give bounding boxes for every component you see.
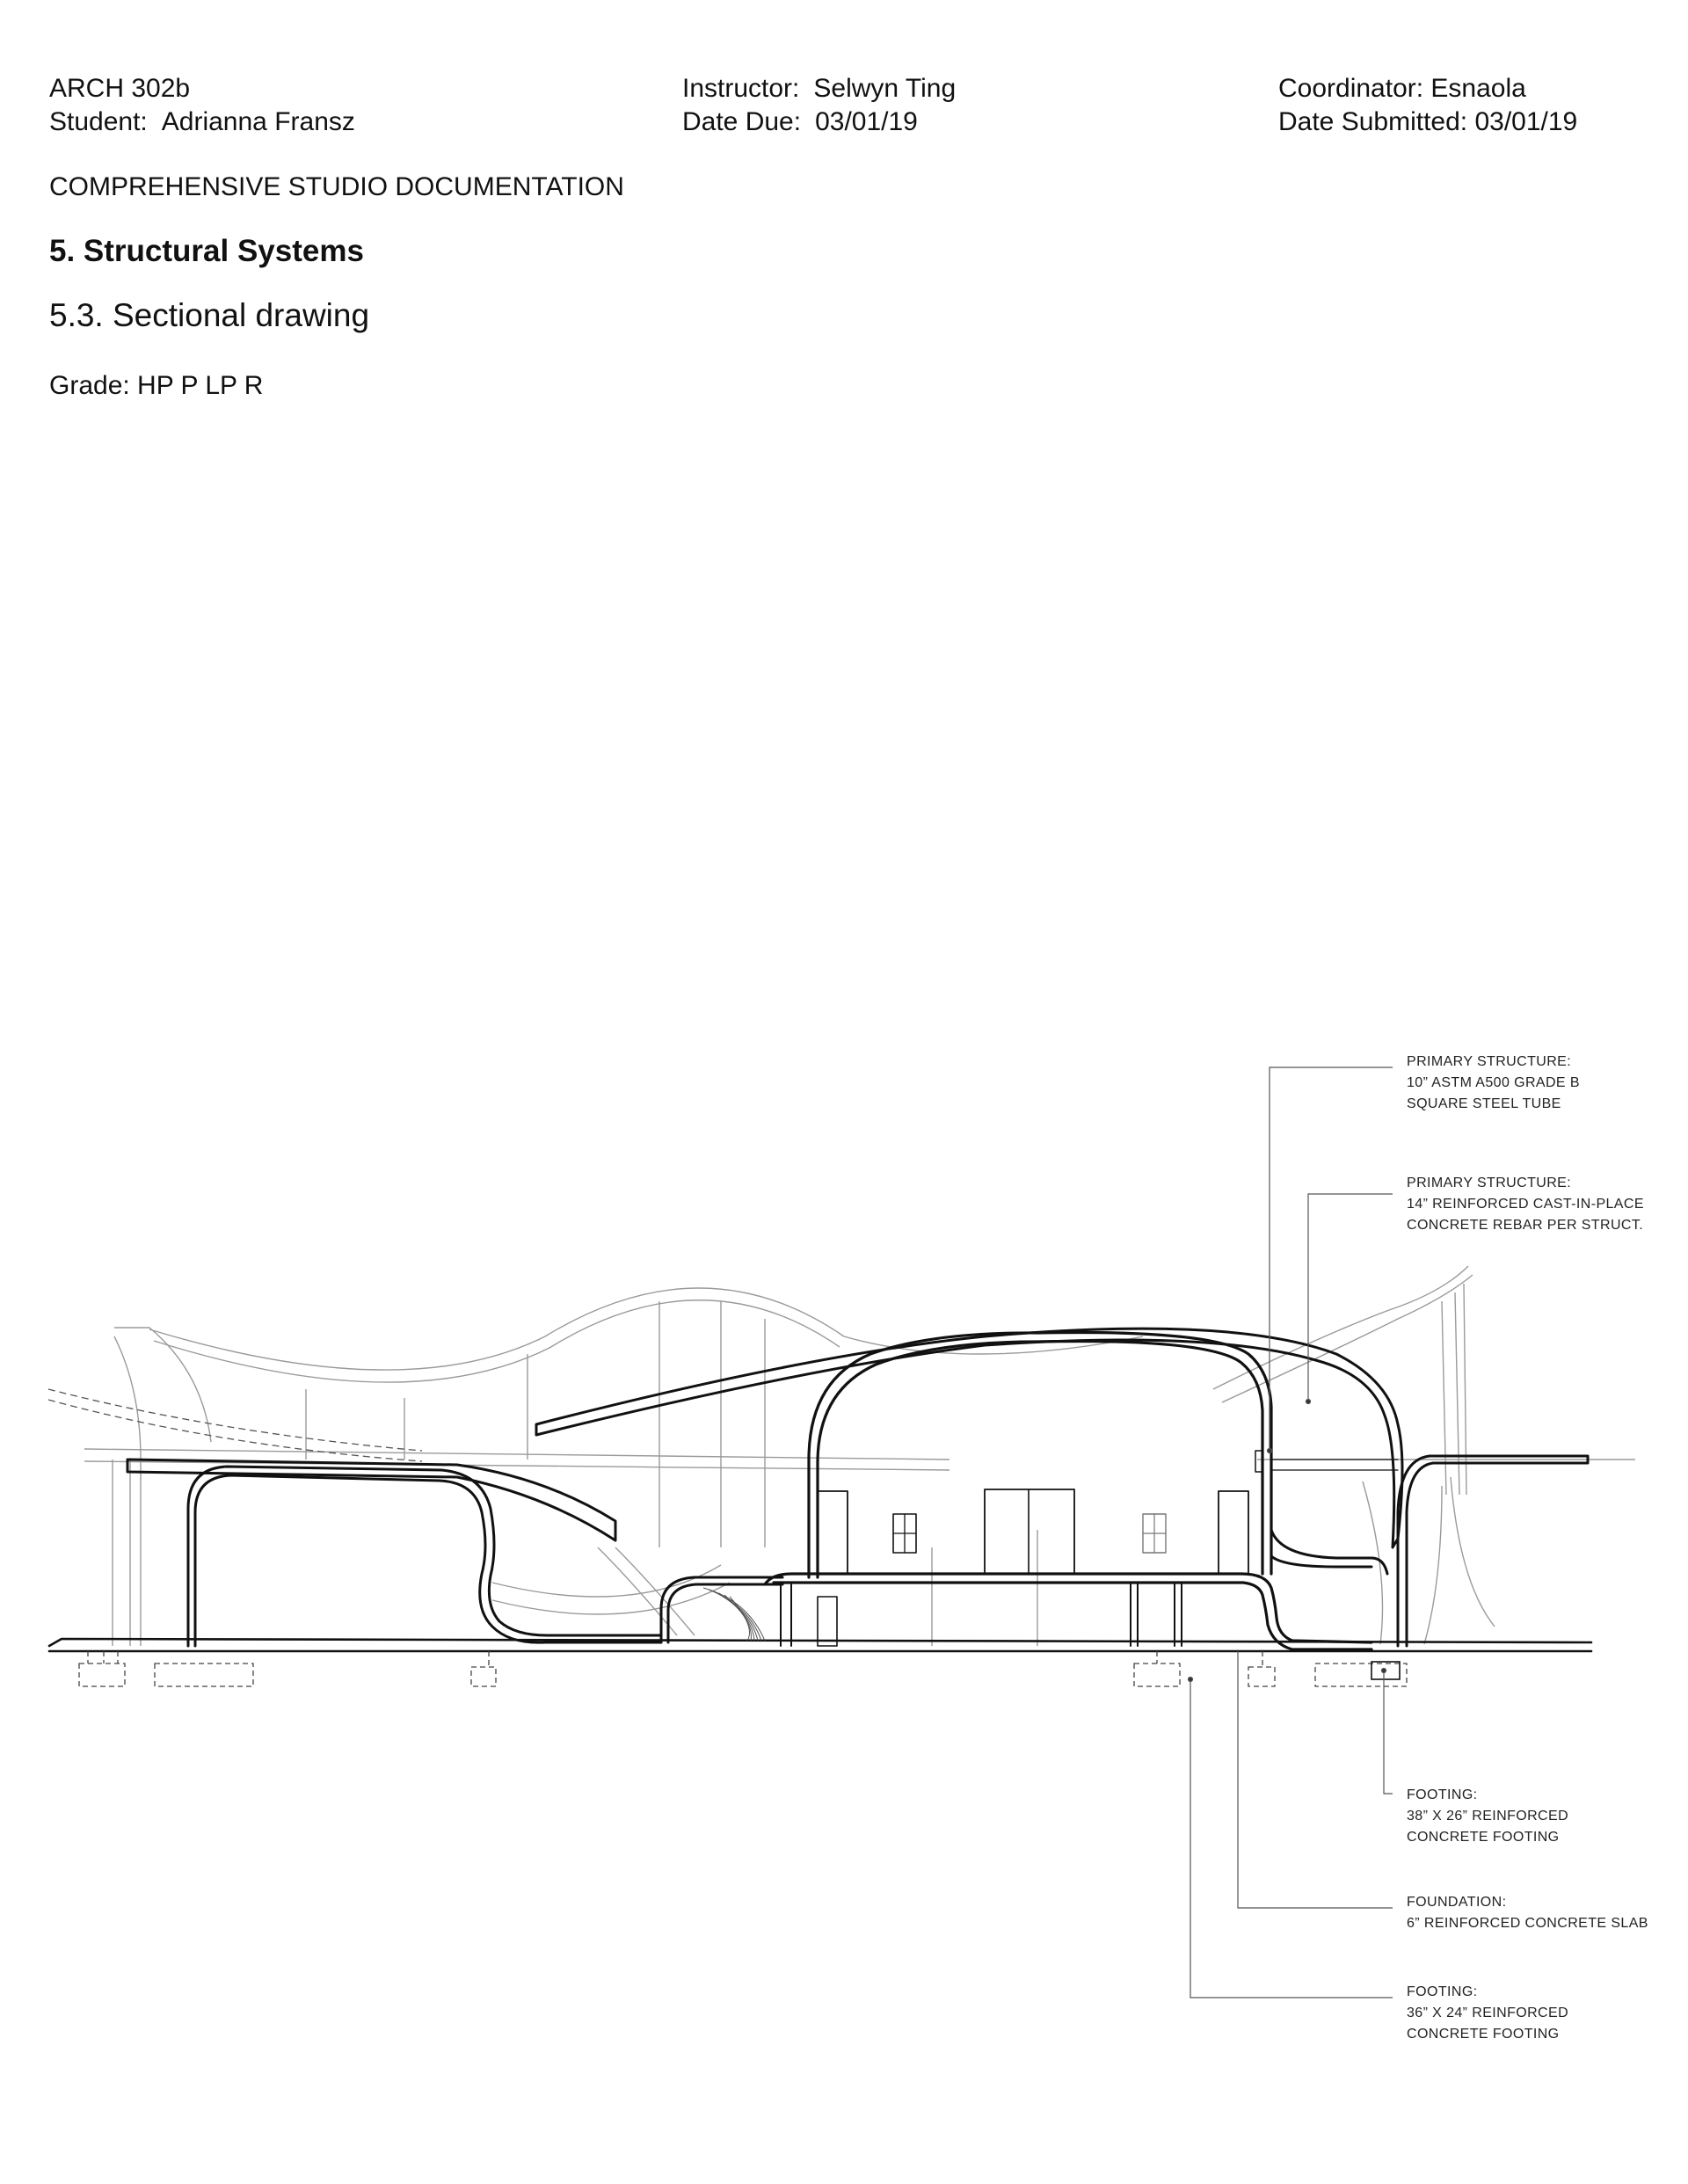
footing-2 (155, 1663, 253, 1686)
ann-footing-small-3: CONCRETE FOOTING (1407, 2027, 1560, 2042)
instructor-name: Selwyn Ting (813, 74, 957, 103)
annotation-concrete (1407, 1176, 1644, 1233)
ann-steel-3: SQUARE STEEL TUBE (1407, 1096, 1561, 1111)
right-cantilever (1398, 1456, 1588, 1646)
right-pod (1271, 1530, 1387, 1574)
stair-curves (703, 1588, 765, 1641)
leader-foundation (1238, 1651, 1393, 1908)
section-title: 5. Structural Systems (49, 234, 364, 268)
leader-footing-small (1190, 1679, 1393, 1998)
document-title: COMPREHENSIVE STUDIO DOCUMENTATION (49, 172, 624, 201)
student-name: Adrianna Fransz (161, 107, 355, 136)
date-due-label: Date Due: (682, 107, 802, 136)
ann-footing-large-3: CONCRETE FOOTING (1407, 1830, 1560, 1845)
ann-concrete-3: CONCRETE REBAR PER STRUCT. (1407, 1218, 1644, 1233)
footing-4 (1134, 1663, 1180, 1686)
door (818, 1597, 837, 1646)
annotation-foundation (1407, 1895, 1648, 1931)
grade-line: Grade: HP P LP R (49, 371, 264, 400)
coordinator: Coordinator: Esnaola (1278, 74, 1526, 103)
footing-3 (471, 1667, 496, 1686)
left-roof-slab (127, 1460, 615, 1540)
annotation-footing-small (1407, 1984, 1568, 2042)
ann-foundation-2: 6” REINFORCED CONCRETE SLAB (1407, 1916, 1648, 1931)
cabinet-center (985, 1489, 1074, 1574)
ann-foundation-1: FOUNDATION: (1407, 1895, 1507, 1910)
annotation-footing-large (1407, 1787, 1568, 1845)
leader-concrete (1308, 1194, 1393, 1401)
subsection-title: 5.3. Sectional drawing (49, 297, 370, 333)
footing-6 (1315, 1663, 1407, 1686)
date-submitted: Date Submitted: 03/01/19 (1278, 107, 1578, 136)
annotation-steel-tube (1407, 1054, 1580, 1111)
left-pod (195, 1475, 661, 1646)
building-section (49, 1329, 1591, 1651)
ann-concrete-1: PRIMARY STRUCTURE: (1407, 1176, 1572, 1190)
date-due-value: 03/01/19 (815, 107, 918, 136)
student-label: Student: (49, 107, 148, 136)
ann-concrete-2: 14” REINFORCED CAST-IN-PLACE (1407, 1197, 1644, 1212)
interior-partitions (781, 1584, 1182, 1646)
floor-slab (765, 1574, 1372, 1642)
ann-footing-small-2: 36” X 24” REINFORCED (1407, 2006, 1569, 2020)
footings (79, 1651, 1407, 1686)
main-dome (809, 1333, 1271, 1578)
ann-footing-large-2: 38” X 26” REINFORCED (1407, 1809, 1569, 1824)
instructor-label: Instructor: (682, 74, 800, 103)
ann-footing-large-1: FOOTING: (1407, 1787, 1478, 1802)
footing-1 (79, 1663, 125, 1686)
footing-5 (1248, 1667, 1275, 1686)
ann-footing-small-1: FOOTING: (1407, 1984, 1478, 1999)
ann-steel-1: PRIMARY STRUCTURE: (1407, 1054, 1572, 1069)
course-code: ARCH 302b (49, 74, 191, 103)
ann-steel-2: 10” ASTM A500 GRADE B (1407, 1075, 1580, 1090)
leader-footing-large (1384, 1671, 1393, 1794)
cabinet-right (1219, 1491, 1248, 1574)
cabinet-left (818, 1491, 848, 1574)
